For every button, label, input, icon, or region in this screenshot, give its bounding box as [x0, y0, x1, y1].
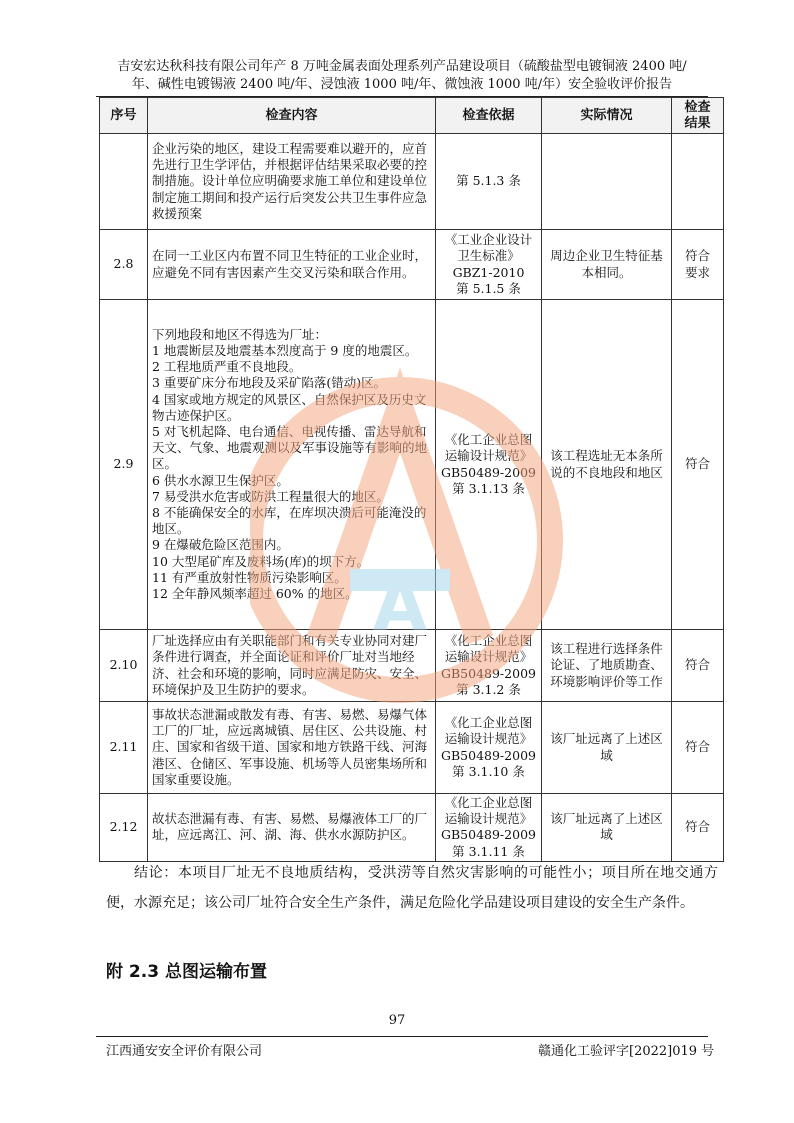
check-basis-line: 第 3.1.13 条: [452, 480, 525, 496]
check-content-line: 故状态泄漏有毒、有害、易燃、易爆液体工厂的厂址，应远离江、河、湖、海、供水水源防护区。: [152, 811, 428, 843]
inspection-table: [99, 97, 724, 862]
check-content: [148, 134, 436, 230]
header-result: [672, 98, 724, 134]
check-content: [148, 702, 436, 794]
table-row: [100, 794, 724, 862]
check-result-line: 符合: [684, 739, 710, 755]
header-actual: 实际情况: [542, 98, 672, 134]
check-result: [672, 794, 724, 862]
check-result-line: 符合: [684, 248, 710, 264]
table-row: [100, 134, 724, 230]
check-basis-line: GBZ1-2010: [452, 264, 525, 280]
check-basis-line: 《工业企业设计卫生标准》: [444, 232, 533, 264]
check-basis-line: 第 5.1.3 条: [456, 173, 521, 189]
row-number: 2.11: [100, 702, 148, 794]
table-row: [100, 630, 724, 702]
footer-company: 江西通安安全评价有限公司: [106, 1044, 263, 1059]
actual-situation: [542, 794, 672, 862]
check-basis-line: 第 3.1.2 条: [456, 681, 521, 697]
check-basis: [436, 134, 542, 230]
check-basis-line: 《化工企业总图运输设计规范》: [444, 633, 533, 665]
check-basis-line: 《化工企业总图运输设计规范》: [444, 715, 533, 747]
check-content-line: 事故状态泄漏或散发有毒、有害、易燃、易爆气体工厂的厂址，应远离城镇、居住区、公共设施、村庄、国家和省级干道、国家和地方铁路干线、河海港区、仓储区、军事设施、机场等人员密集场所和国家重要设施。: [152, 706, 428, 787]
svg-text:A: A: [372, 565, 428, 647]
row-number: 2.12: [100, 794, 148, 862]
check-content: [148, 630, 436, 702]
header-basis: 检查依据: [436, 98, 542, 134]
check-basis-line: 第 5.1.5 条: [456, 280, 521, 296]
check-basis-line: GB50489-2009: [441, 464, 536, 480]
header-result-line-1: 检查: [684, 99, 711, 115]
actual-situation: [542, 702, 672, 794]
check-content-line: 10 大型尾矿库及废料场(库)的坝下方。: [152, 553, 370, 569]
header-content: 检查内容: [148, 98, 436, 134]
check-basis-line: 《化工企业总图运输设计规范》: [444, 432, 533, 464]
actual-situation: [542, 230, 672, 300]
footer-rule: [96, 1036, 708, 1037]
check-content-line: 2 工程地质严重不良地段。: [152, 359, 302, 375]
check-basis: [436, 630, 542, 702]
row-number: 2.9: [100, 300, 148, 630]
footer-report-code: 赣通化工验评字[2022]019 号: [538, 1044, 715, 1059]
check-result-line: 符合: [684, 657, 710, 673]
check-content-line: 8 不能确保安全的水库，在库坝决溃后可能淹没的地区。: [152, 505, 427, 537]
check-content-line: 企业污染的地区，建设工程需要难以避开的，应首先进行卫生学评估，并根据评估结果采取必要的控制措施。设计单位应明确要求施工单位和建设单位制定施工期间和投产运行后突发公共卫生事件应急救援预案: [152, 140, 428, 221]
check-content-line: 5 对飞机起降、电台通信、电视传播、雷达导航和天文、气象、地震观测以及军事设施等有影响的地区。: [152, 423, 428, 472]
actual-situation-line: 该厂址远离了上述区域: [550, 811, 663, 843]
check-content-line: 厂址选择应由有关职能部门和有关专业协同对建厂条件进行调查，并全面论证和评价厂址对当地经济、社会和环境的影响，同时应满足防灾、安全、环境保护及卫生防护的要求。: [152, 633, 428, 697]
check-content: [148, 300, 436, 630]
conclusion-paragraph: 结论：本项目厂址无不良地质结构，受洪涝等自然灾害影响的可能性小；项目所在地交通方便，水源充足；该公司厂址符合安全生产条件，满足危险化学品建设项目建设的安全生产条件。: [106, 865, 718, 911]
check-result: [672, 300, 724, 630]
check-content: [148, 230, 436, 300]
check-content-line: 在同一工业区内布置不同卫生特征的工业企业时，应避免不同有害因素产生交叉污染和联合作用。: [152, 248, 428, 280]
table-row: [100, 300, 724, 630]
page-number: 97: [388, 1013, 406, 1028]
header-title-line-1: 吉安宏达秋科技有限公司年产 8 万吨金属表面处理系列产品建设项目（硫酸盐型电镀铜液 2400 吨/: [117, 59, 687, 74]
check-content: [148, 794, 436, 862]
check-basis-line: GB50489-2009: [441, 827, 536, 843]
check-content-line: 9 在爆破危险区范围内。: [152, 537, 289, 553]
check-result: [672, 230, 724, 300]
row-number: 2.10: [100, 630, 148, 702]
check-basis: [436, 230, 542, 300]
actual-situation-line: 该工程进行选择条件论证、了地质勘查、环境影响评价等工作: [550, 641, 663, 689]
actual-situation: [542, 630, 672, 702]
header-result-line-2: 结果: [684, 115, 711, 131]
actual-situation: [542, 134, 672, 230]
check-basis-line: 第 3.1.10 条: [452, 763, 525, 779]
check-basis: [436, 300, 542, 630]
check-content-line: 11 有严重放射性物质污染影响区。: [152, 569, 347, 585]
check-basis: [436, 794, 542, 862]
actual-situation-line: 该厂址远离了上述区域: [550, 731, 663, 763]
table-row: [100, 230, 724, 300]
table-row: [100, 702, 724, 794]
check-result-line: 符合: [684, 819, 710, 835]
check-basis: [436, 702, 542, 794]
actual-situation: [542, 300, 672, 630]
check-result-line: 要求: [684, 264, 710, 280]
header-no: 序号: [100, 98, 148, 134]
document-header: [96, 58, 708, 94]
section-title: 附 2.3 总图运输布置: [106, 962, 267, 982]
check-content-line: 3 重要矿床分布地段及采矿陷落(错动)区。: [152, 375, 387, 391]
check-content-line: 7 易受洪水危害或防洪工程量很大的地区。: [152, 488, 389, 504]
row-number: 2.8: [100, 230, 148, 300]
check-basis-line: 第 3.1.11 条: [452, 843, 525, 859]
check-content-line: 4 国家或地方规定的风景区、自然保护区及历史文物古迹保护区。: [152, 391, 427, 423]
table-header-row: [100, 98, 724, 134]
check-result: [672, 702, 724, 794]
row-number: [100, 134, 148, 230]
check-content-line: 12 全年静风频率超过 60% 的地区。: [152, 586, 358, 602]
check-result: [672, 630, 724, 702]
check-basis-line: GB50489-2009: [441, 665, 536, 681]
check-content-line: 1 地震断层及地震基本烈度高于 9 度的地震区。: [152, 342, 418, 358]
check-content-line: 下列地段和地区不得选为厂址：: [152, 326, 328, 342]
check-result: [672, 134, 724, 230]
check-basis-line: 《化工企业总图运输设计规范》: [444, 795, 533, 827]
check-basis-line: GB50489-2009: [441, 747, 536, 763]
check-result-line: 符合: [684, 456, 710, 472]
header-title-line-2: 年、碱性电镀锡液 2400 吨/年、浸蚀液 1000 吨/年、微蚀液 1000 吨/年）安全验收评价报告: [131, 77, 673, 92]
actual-situation-line: 周边企业卫生特征基本相同。: [550, 248, 663, 280]
actual-situation-line: 该工程选址无本条所说的不良地段和地区: [550, 448, 663, 480]
check-content-line: 6 供水水源卫生保护区。: [152, 472, 289, 488]
